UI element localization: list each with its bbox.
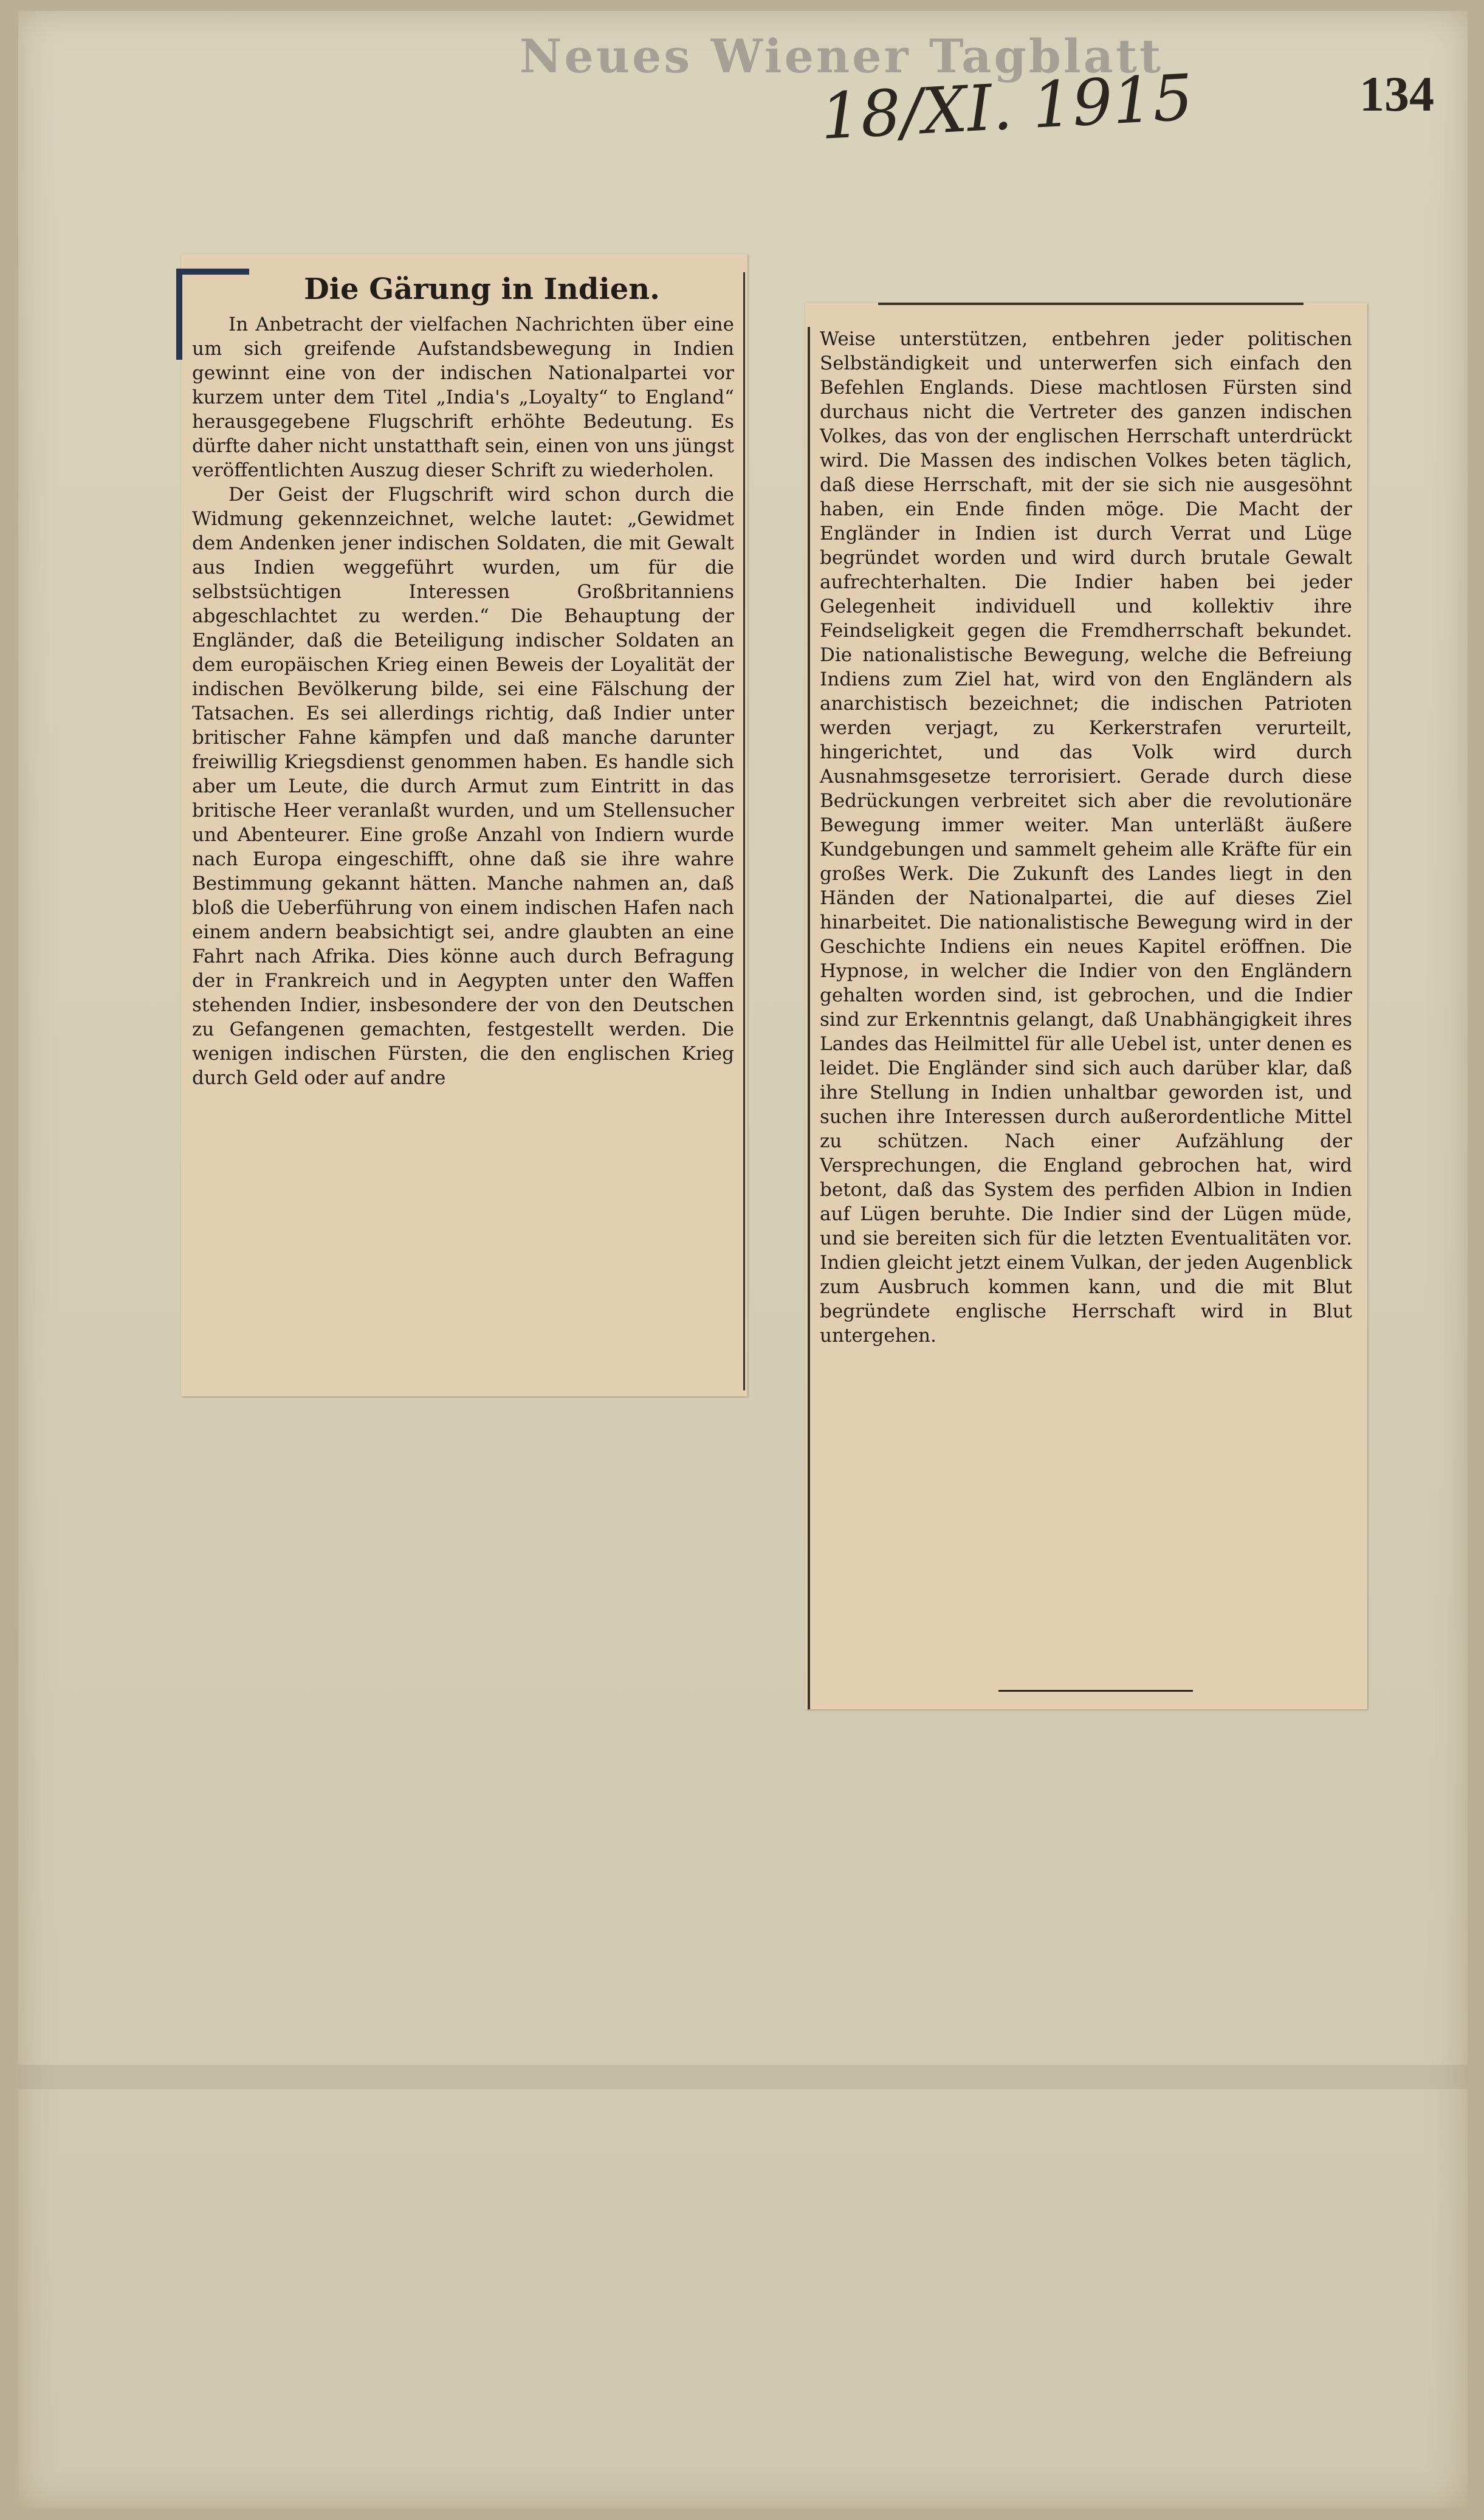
page-number: 134	[1359, 66, 1434, 122]
column-rule	[743, 272, 745, 1390]
column-2-text	[820, 327, 1352, 1348]
newspaper-stamp: Neues Wiener Tagblatt	[520, 29, 1164, 83]
column-rule	[808, 327, 810, 1709]
paragraph: Der Geist der Flugschrift wird schon durch die Widmung gekennzeichnet, welche lautet: „Gewidmet dem Andenken jener indischen Soldaten, die mit Gewalt aus Indien weggeführt wurden, um für die selbstsüchtigen Interessen Großbritanniens abgeschlachtet zu werden.“ Die Behauptung der Engländer, daß die Beteiligung indischer Soldaten an dem europäischen Krieg einen Beweis der Loyalität der indischen Bevölkerung bilde, sei eine Fälschung der Tatsachen. Es sei allerdings richtig, daß Indier unter britischer Fahne kämpfen und daß manche darunter freiwillig Kriegsdienst genommen haben. Es handle sich aber um Leute, die durch Armut zum Eintritt in das britische Heer veranlaßt wurden, und um Stellensucher und Abenteurer. Eine große Anzahl von Indiern wurde nach Europa eingeschifft, ohne daß sie ihre wahre Bestimmung gekannt hätten. Manche nahmen an, daß bloß die Ueberführung von einem indischen Hafen nach einem andern beabsichtigt sei, andre glaubten an eine Fahrt nach Afrika. Dies könne auch durch Befragung der in Frankreich und in Aegypten unter den Waffen stehenden Indier, insbesondere der von den Deutschen zu Gefangenen gemachten, festgestellt werden. Die wenigen indischen Fürsten, die den englischen Krieg durch Geld oder auf andre	[192, 484, 734, 1089]
end-rule	[998, 1690, 1193, 1692]
handwritten-date: 18/XI. 1915	[819, 60, 1195, 154]
clipping-column-1	[181, 254, 747, 1396]
clipping-column-2	[805, 303, 1367, 1709]
article-title: Die Gärung in Indien.	[304, 272, 660, 306]
column-top-rule	[878, 303, 1304, 305]
column-1-text	[192, 312, 734, 1090]
paragraph: Weise unterstützen, entbehren jeder politischen Selbständigkeit und unterwerfen sich einfach den Befehlen Englands. Diese machtlosen Fürsten sind durchaus nicht die Vertreter des ganzen indischen Volkes, das von der englischen Herrschaft unterdrückt wird. Die Massen des indischen Volkes beten täglich, daß diese Herrschaft, mit der sie sich nie ausgesöhnt haben, ein Ende finden möge. Die Macht der Engländer in Indien ist durch Verrat und Lüge begründet worden und wird durch brutale Gewalt aufrechterhalten. Die Indier haben bei jeder Gelegenheit individuell und kollektiv ihre Feindseligkeit gegen die Fremdherrschaft bekundet. Die nationalistische Bewegung, welche die Befreiung Indiens zum Ziel hat, wird von den Engländern als anarchistisch bezeichnet; die indischen Patrioten werden verjagt, zu Kerkerstrafen verurteilt, hingerichtet, und das Volk wird durch Ausnahmsgesetze terrorisiert. Gerade durch diese Bedrückungen verbreitet sich aber die revolutionäre Bewegung immer weiter. Man unterläßt äußere Kundgebungen und sammelt geheim alle Kräfte für ein großes Werk. Die Zukunft des Landes liegt in den Händen der Nationalpartei, die auf dieses Ziel hinarbeitet. Die nationalistische Bewegung wird in der Geschichte Indiens ein neues Kapitel eröffnen. Die Hypnose, in welcher die Indier von den Engländern gehalten worden sind, ist gebrochen, und die Indier sind zur Erkenntnis gelangt, daß Unabhängigkeit ihres Landes das Heilmittel für alle Uebel ist, unter denen es leidet. Die Engländer sind sich auch darüber klar, daß ihre Stellung in Indien unhaltbar geworden ist, und suchen ihre Interessen durch außerordentliche Mittel zu schützen. Nach einer Aufzählung der Versprechungen, die England gebrochen hat, wird betont, daß das System des perfiden Albion in Indien auf Lügen beruhte. Die Indier sind der Lügen müde, und sie bereiten sich für die letzten Eventualitäten vor. Indien gleicht jetzt einem Vulkan, der jeden Augenblick zum Ausbruch kommen kann, und die mit Blut begründete englische Herrschaft wird in Blut untergehen.	[820, 328, 1352, 1347]
paragraph: In Anbetracht der vielfachen Nachrichten über eine um sich greifende Aufstandsbewegung in Indien gewinnt eine von der indischen Nationalpartei vor kurzem unter dem Titel „India's „Loyalty“ to England“ herausgegebene Flugschrift erhöhte Bedeutung. Es dürfte daher nicht unstatthaft sein, einen von uns jüngst veröffentlichten Auszug dieser Schrift zu wiederholen.	[192, 314, 734, 481]
